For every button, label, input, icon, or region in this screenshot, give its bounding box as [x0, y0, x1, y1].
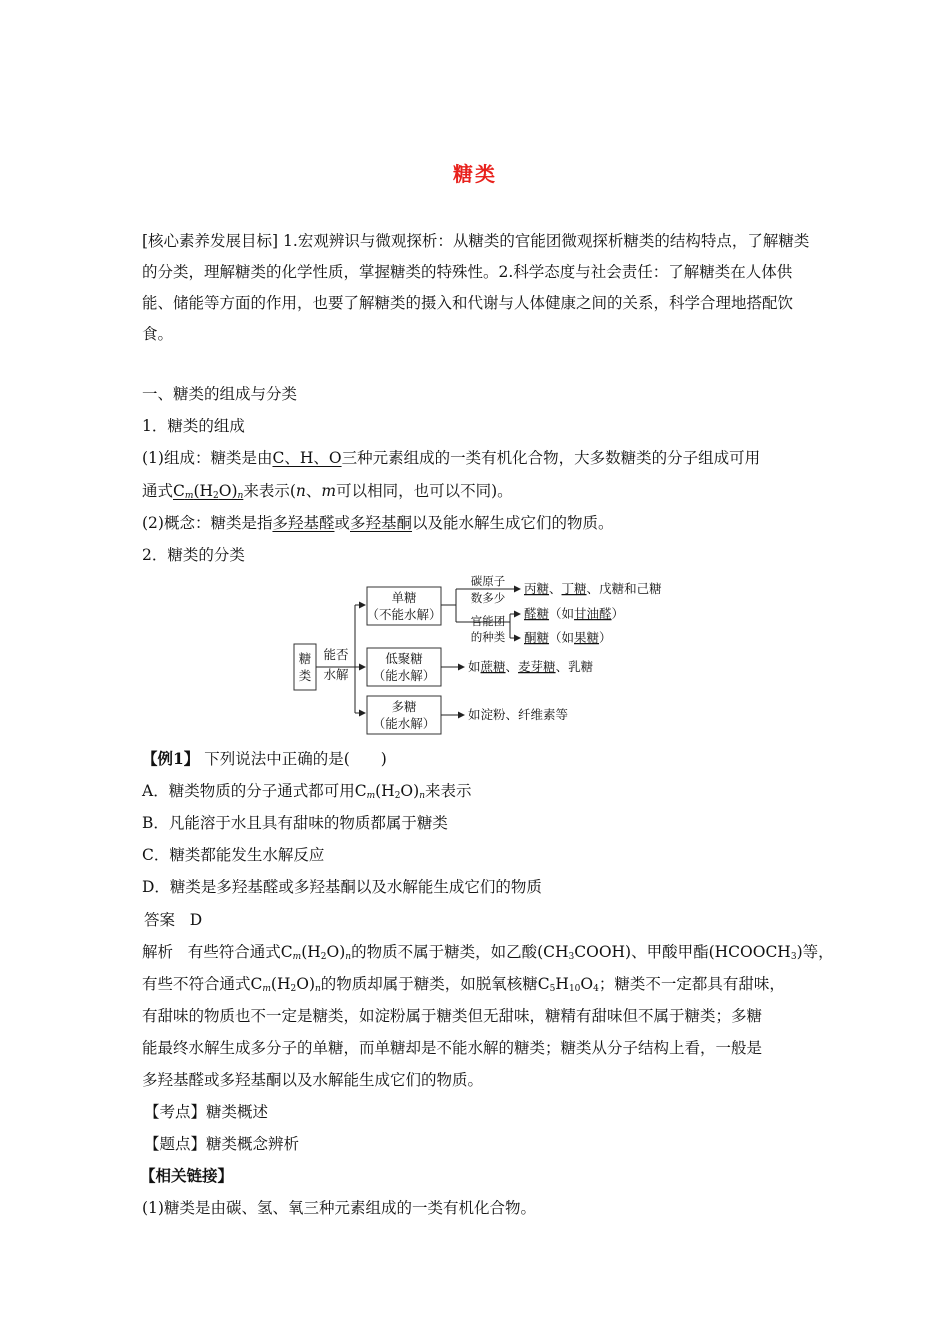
polysaccharide-label: 多糖 [391, 699, 417, 714]
concept-answer-1: 多羟基醛 [272, 514, 335, 532]
hydrolysis-label-2: 水解 [323, 667, 349, 682]
concept-answer-2: 多羟基酮 [350, 514, 413, 532]
composition-line-2: 通式$C_m(H_2O)_n$来表示(n、m可以相同，也可以不同)。 [142, 482, 513, 501]
classification-diagram [290, 572, 670, 742]
core-goals-label: [核心素养发展目标] [142, 232, 279, 250]
oligosaccharide-label: 低聚糖 [385, 651, 423, 666]
core-goals-paragraph [142, 226, 817, 350]
option-b: B．凡能溶于水且具有甜味的物质都属于糖类 [142, 814, 448, 832]
tidian-tag: 【题点】糖类概念辨析 [144, 1135, 300, 1153]
option-d: D．糖类是多羟基醛或多羟基酮以及水解能生成它们的物质 [142, 878, 542, 896]
analysis-line-5: 多羟基醛或多羟基酮以及水解能生成它们的物质。 [142, 1071, 484, 1089]
ketose-item: 酮糖（如果糖） [524, 630, 612, 645]
aldose-item: 醛糖（如甘油醛） [524, 606, 625, 621]
composition-line-1: (1)组成：糖类是由C、H、O三种元素组成的一类有机化合物，大多数糖类的分子组成可用 [142, 449, 761, 467]
monosaccharide-note: （不能水解） [366, 607, 442, 622]
hydrolysis-label-1: 能否 [323, 647, 349, 662]
elements-answer: C、H、O [272, 449, 342, 467]
monosaccharide-label: 单糖 [391, 590, 417, 605]
related-link-label: 【相关链接】 [140, 1166, 234, 1185]
kaodian-tag: 【考点】糖类概述 [144, 1103, 269, 1121]
page-title: 糖类 [453, 162, 497, 186]
polysaccharide-note: （能水解） [372, 716, 436, 731]
oligo-examples: 如蔗糖、麦芽糖、乳糖 [468, 659, 594, 674]
carbon-count-label-2: 数多少 [470, 591, 506, 605]
answer-label: 答案 [144, 911, 176, 929]
carbon-count-label-1: 碳原子 [470, 574, 506, 588]
analysis-label: 解析 [142, 943, 174, 961]
related-item-1: (1)糖类是由碳、氢、氧三种元素组成的一类有机化合物。 [142, 1199, 536, 1217]
analysis-line-1: 解析 有些符合通式$C_m(H_2O)_n$的物质不属于糖类，如乙酸$(CH_3COOH)$、甲酸甲酯$(HCOOCH_3)$等， [142, 943, 834, 962]
root-label-2: 类 [298, 668, 312, 683]
example-question: 【例1】 下列说法中正确的是( ) [142, 749, 387, 768]
oligosaccharide-note: （能水解） [372, 668, 436, 683]
answer-value: D [189, 911, 203, 929]
subheading-classification: 2．糖类的分类 [142, 546, 245, 564]
analysis-line-3: 有甜味的物质也不一定是糖类，如淀粉属于糖类但无甜味，糖精有甜味但不属于糖类；多糖 [142, 1007, 763, 1025]
concept-line: (2)概念：糖类是指多羟基醛或多羟基酮以及能水解生成它们的物质。 [142, 514, 614, 532]
option-a: A．糖类物质的分子通式都可用$C_m(H_2O)_n$来表示 [142, 782, 472, 801]
answer-line [144, 910, 202, 930]
section-heading: 一、糖类的组成与分类 [142, 385, 298, 403]
analysis-line-4: 能最终水解生成多分子的单糖，而单糖却是不能水解的糖类；糖类从分子结构上看，一般是 [142, 1039, 763, 1057]
core-goals-text: 1.宏观辨识与微观探析：从糖类的官能团微观探析糖类的结构特点，了解糖类的分类，理解糖类的化学性质，掌握糖类的特殊性。2.科学态度与社会责任：了解糖类在人体供能、储能等方面的作用，也要了解糖类的摄入和代谢与人体健康之间的关系，科学合理地搭配饮食。 [142, 232, 810, 343]
example-label: 【例1】 [142, 749, 200, 768]
poly-examples: 如淀粉、纤维素等 [468, 707, 569, 722]
functional-group-label-2: 的种类 [470, 630, 506, 644]
analysis-line-2: 有些不符合通式$C_m(H_2O)_n$的物质却属于糖类，如脱氧核糖$C_5H_{10}O_4$；糖类不一定都具有甜味， [142, 975, 785, 994]
option-c: C．糖类都能发生水解反应 [142, 846, 325, 864]
mono-by-carbon: 丙糖、丁糖、戊糖和己糖 [524, 581, 662, 596]
subheading-composition: 1．糖类的组成 [142, 417, 245, 435]
general-formula-answer: $C_m(H_2O)_n$ [173, 482, 244, 501]
root-label-1: 糖 [298, 651, 312, 666]
functional-group-label-1: 官能团 [470, 614, 506, 628]
